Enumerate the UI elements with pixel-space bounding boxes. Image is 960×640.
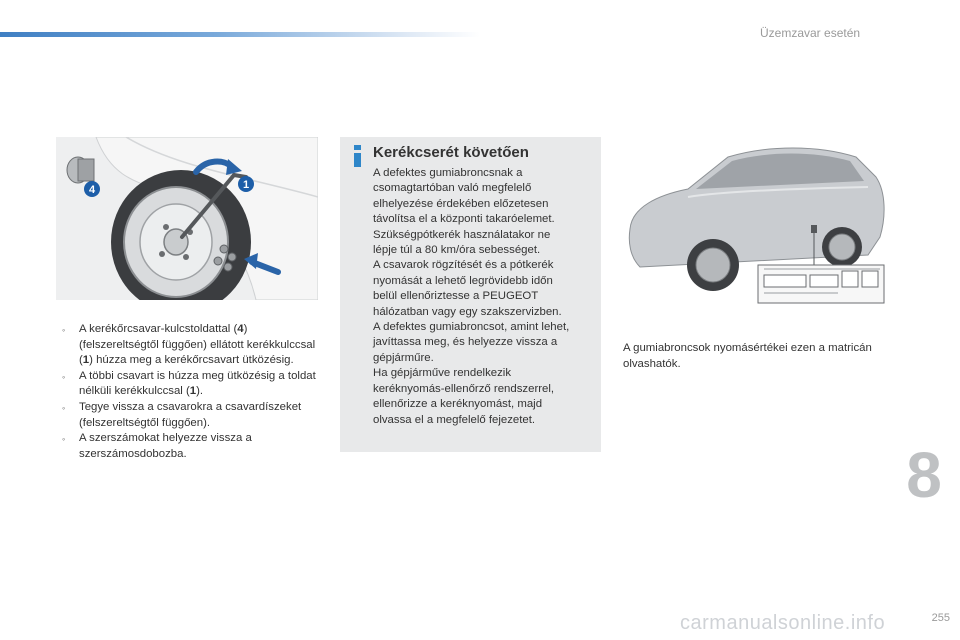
wheel-wrench-svg [56,137,318,300]
info-line: A defektes gumiabroncsnak a [373,167,523,179]
step-ref: 1 [189,385,197,398]
step-text: A kerékőrcsavar-kulcstoldattal ( [79,323,238,335]
car-caption: A gumiabroncsok nyomásértékei ezen a matricán olvashatók. [623,342,872,370]
info-box [340,137,601,452]
step-bullet-icon: ◦ [62,434,66,445]
page-number: 255 [931,612,950,624]
info-line: A csavarok rögzítését és a pótkerék [373,259,554,272]
step-text: A többi csavart is húzza meg ütközésig a toldat nélküli kerékkulccsal ( [79,369,316,398]
step-text: Tegye vissza a csavarokra a csavardíszeket (felszereltségtől függően). [79,400,302,429]
info-icon [352,145,364,167]
info-line: elhelyezése érdekében előzetesen [373,197,549,210]
info-box-body [373,166,595,428]
info-line: csomagtartóban való megfelelő [373,182,532,195]
watermark: carmanualsonline.info [680,612,886,634]
section-title: Üzemzavar esetén [760,26,861,40]
info-box-title: Kerékcserét követően [373,144,529,161]
step-bullet-icon: ◦ [62,325,66,335]
info-line: távolítsa el a központi takaróelemet. [373,213,555,226]
info-line: belül ellenőriztesse a PEUGEOT [373,290,539,303]
procedure-steps-list [62,322,322,462]
callout-4-label: 4 [88,184,96,196]
step-ref: 1 [82,354,90,367]
info-line: keréknyomás-ellenőrző rendszerrel, [373,382,555,395]
info-line: olvassa el a megfelelő fejezetet. [373,413,536,426]
callout-1-label: 1 [242,179,250,191]
step-bullet-icon: ◦ [62,371,66,382]
step-text: ) húzza meg a kerékőrcsavart ütközésig. [89,354,294,367]
car-tyre-label-illustration [618,137,890,307]
step-item [62,369,322,400]
step-item [62,322,322,369]
step-text: (felszereltségtől függően) ellátott kerékkulccsal ( [79,338,316,367]
info-line: gépjárműre. [373,351,434,364]
info-line: hálózatban vagy egy szakszervizben. [373,305,562,318]
info-line: nyomását a lehető legrövidebb időn [373,274,553,287]
step-text: ) [243,323,248,335]
step-bullet-icon: ◦ [62,402,66,413]
info-line: Ha gépjárműve rendelkezik [373,367,512,380]
car-svg [618,137,890,307]
wheel-wrench-illustration [56,137,318,300]
header-accent-bar [0,32,480,37]
info-line: A defektes gumiabroncsot, amint lehet, [373,321,570,334]
step-ref: 4 [237,323,244,335]
step-text: A szerszámokat helyezze vissza a szerszámosdobozba. [79,432,252,460]
info-line: Szükségpótkerék használatakor ne [373,228,551,241]
info-line: javíttassa meg, és helyezze vissza a [373,336,558,349]
chapter-number: 8 [906,439,942,511]
step-item [62,431,322,462]
step-text: ). [196,385,204,398]
info-line: ellenőrizze a keréknyomást, majd [373,398,543,411]
info-line: lépje túl a 80 km/óra sebességet. [373,244,541,257]
step-item [62,400,322,431]
